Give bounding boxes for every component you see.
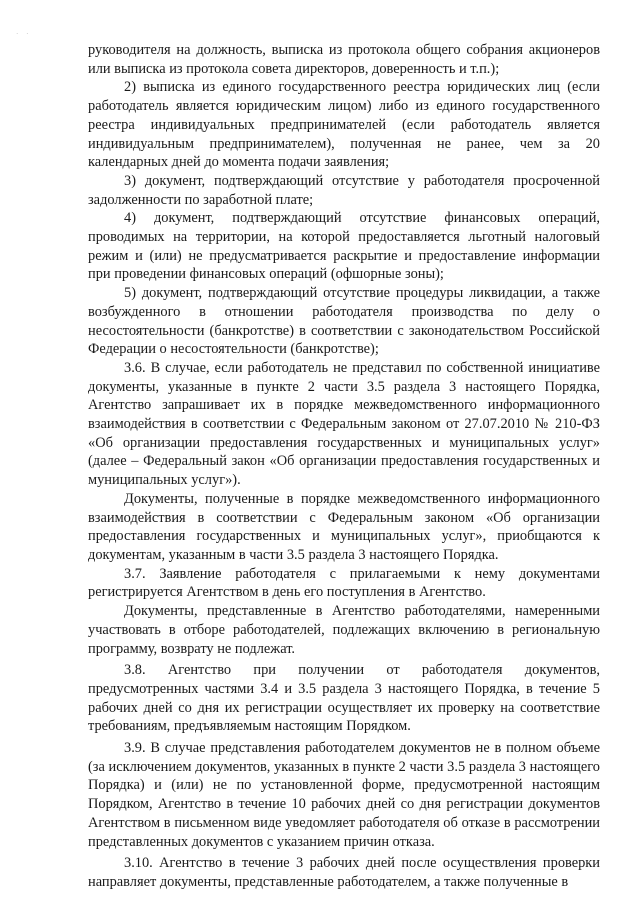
paragraph-3-9: 3.9. В случае представления работодателем документов не в полном объеме (за исключением документов, указанных в пункте 2 части 3.5 раздела 3 настоящего Порядка) и (или) не по установленной форме, предусмотренной настоящим Порядком, Агентство в течение 10 рабочих дней со дня регистрации документов Агентством в письменном виде уведомляет работодателя об отказе в рассмотрении представленных документов с указанием причин отказа. bbox=[88, 740, 600, 850]
paragraph-3-7: 3.7. Заявление работодателя с прилагаемыми к нему документами регистрируется Агентством в день его поступления в Агентство. bbox=[88, 565, 600, 601]
paragraph-item-2: 2) выписка из единого государственного реестра юридических лиц (если работодатель является юридическим лицом) либо из единого государственного реестра индивидуальных предпринимателей (если работодатель является индивидуальным предпринимателем), полученная не ранее, чем за 20 календарных дней до момента подачи заявления; bbox=[88, 79, 600, 171]
document-body bbox=[88, 41, 600, 892]
paragraph-3-8: 3.8. Агентство при получении от работодателя документов, предусмотренных частями 3.4 и 3.5 раздела 3 настоящего Порядка, в течение 5 рабочих дней со дня их регистрации осуществляет их проверку на соответствие требованиям, предъявляемым настоящим Порядком. bbox=[88, 662, 600, 735]
paragraph-3-7-documents: Документы, представленные в Агентство работодателями, намеренными участвовать в отборе работодателей, подлежащих включению в региональную программу, возврату не подлежат. bbox=[88, 603, 600, 657]
paragraph-item-5: 5) документ, подтверждающий отсутствие процедуры ликвидации, а также возбужденного в отношении работодателя производства по делу о несостоятельности (банкротстве) в соответствии с законодательством Российской Федерации о несостоятельности (банкротстве); bbox=[88, 285, 600, 358]
paragraph-item-4: 4) документ, подтверждающий отсутствие финансовых операций, проводимых на территории, на которой предоставляется льготный налоговый режим и (или) не предусматривается раскрытие и предоставление информации при проведении финансовых операций (офшорные зоны); bbox=[88, 210, 600, 283]
paragraph-3-6-documents: Документы, полученные в порядке межведомственного информационного взаимодействия в соответствии с Федеральным законом «Об организации предоставления государственных и муниципальных услуг», приобщаются к документам, указанным в части 3.5 раздела 3 настоящего Порядка. bbox=[88, 490, 600, 563]
paragraph-continuation: руководителя на должность, выписка из протокола общего собрания акционеров или выписка из протокола совета директоров, доверенность и т.п.); bbox=[88, 42, 600, 77]
paragraph-3-6: 3.6. В случае, если работодатель не представил по собственной инициативе документы, указанные в пункте 2 части 3.5 раздела 3 настоящего Порядка, Агентство запрашивает их в порядке межведомственного информационного взаимодействия в соответствии с Федеральным законом от 27.07.2010 № 210-ФЗ «Об организации предоставления государственных и муниципальных услуг» (далее – Федеральный закон «Об организации предоставления государственных и муниципальных услуг»). bbox=[88, 359, 600, 489]
paragraph-3-10: 3.10. Агентство в течение 3 рабочих дней после осуществления проверки направляет документы, представленные работодателем, а также полученные в bbox=[88, 855, 600, 890]
paragraph-item-3: 3) документ, подтверждающий отсутствие у работодателя просроченной задолженности по заработной плате; bbox=[88, 172, 600, 208]
scan-margin-mark: · · bbox=[16, 30, 32, 38]
